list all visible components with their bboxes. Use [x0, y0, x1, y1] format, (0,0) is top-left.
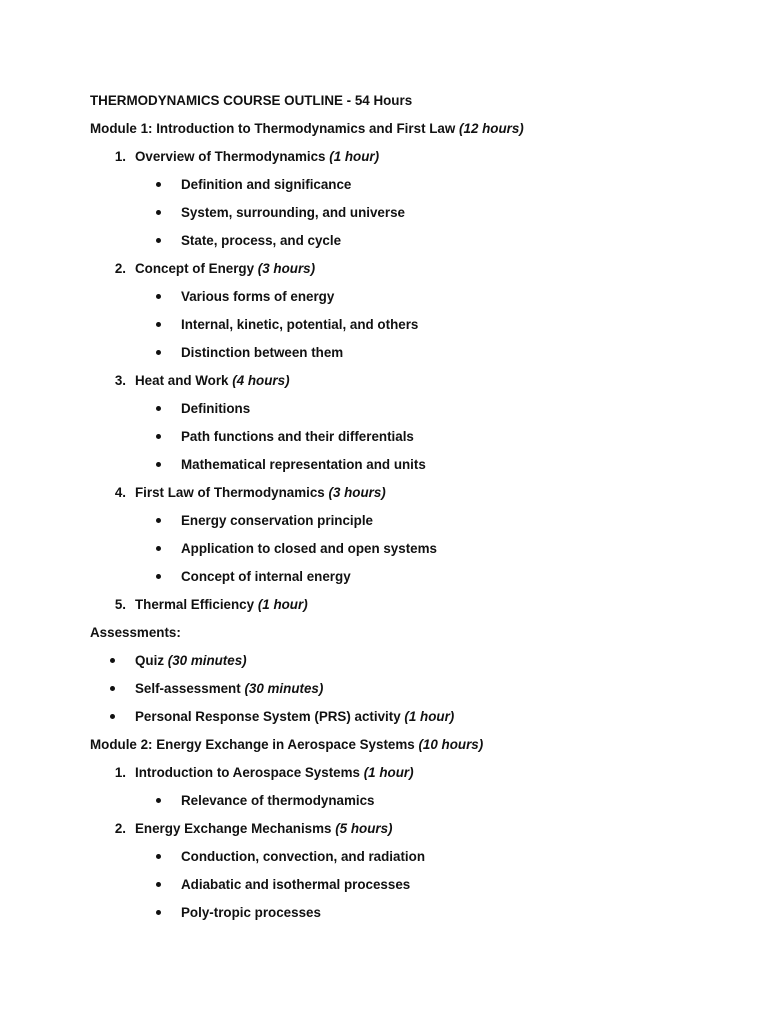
- bullet-icon: [156, 344, 168, 362]
- list-item-duration: (1 hour): [257, 597, 308, 612]
- document-title: [90, 92, 412, 110]
- list-number: 2.: [114, 261, 126, 276]
- bullet-item: Relevance of thermodynamics: [181, 793, 375, 808]
- bullet-icon: [156, 876, 168, 894]
- assessment-duration: (30 minutes): [167, 653, 247, 668]
- bullet-icon: [110, 708, 122, 726]
- bullet-icon: [156, 428, 168, 446]
- bullet-icon: [156, 232, 168, 250]
- bullet-icon: [156, 792, 168, 810]
- bullet-item: Poly-tropic processes: [181, 905, 321, 920]
- bullet-icon: [156, 540, 168, 558]
- list-item-label: Thermal Efficiency: [135, 597, 255, 612]
- list-item-duration: (5 hours): [335, 821, 393, 836]
- bullet-item: Various forms of energy: [181, 289, 335, 304]
- bullet-item: Concept of internal energy: [181, 569, 351, 584]
- assessment-item: [135, 652, 247, 670]
- assessment-item: [135, 680, 323, 698]
- bullet-icon: [156, 568, 168, 586]
- bullet-icon: [110, 680, 122, 698]
- list-item: [135, 764, 414, 782]
- bullet-item: Energy conservation principle: [181, 513, 373, 528]
- list-item-label: Introduction to Aerospace Systems: [135, 765, 360, 780]
- assessment-duration: (30 minutes): [244, 681, 324, 696]
- bullet-item: Mathematical representation and units: [181, 457, 426, 472]
- list-number: 1.: [114, 765, 126, 780]
- module1-heading-text: Module 1: Introduction to Thermodynamics and First Law: [90, 121, 456, 136]
- bullet-icon: [156, 316, 168, 334]
- module2-hours: (10 hours): [418, 737, 484, 752]
- bullet-item: System, surrounding, and universe: [181, 205, 405, 220]
- list-number: 4.: [114, 485, 126, 500]
- list-item-duration: (3 hours): [328, 485, 386, 500]
- list-item-label: Overview of Thermodynamics: [135, 149, 326, 164]
- bullet-item: Adiabatic and isothermal processes: [181, 877, 411, 892]
- bullet-item: Application to closed and open systems: [181, 541, 437, 556]
- bullet-item: State, process, and cycle: [181, 233, 342, 248]
- list-number: 2.: [114, 821, 126, 836]
- list-item: [135, 148, 379, 166]
- list-item: [135, 596, 308, 614]
- list-item-duration: (3 hours): [257, 261, 316, 276]
- assessment-duration: (1 hour): [404, 709, 455, 724]
- assessment-label: Self-assessment: [135, 681, 241, 696]
- bullet-icon: [156, 176, 168, 194]
- list-item-label: Concept of Energy: [135, 261, 255, 276]
- assessment-item: [135, 708, 454, 726]
- assessments-heading: Assessments:: [90, 625, 181, 640]
- bullet-icon: [156, 512, 168, 530]
- bullet-icon: [156, 400, 168, 418]
- list-item-duration: (1 hour): [329, 149, 380, 164]
- bullet-item: Internal, kinetic, potential, and others: [181, 317, 419, 332]
- module1-heading: [90, 120, 524, 138]
- list-number: 3.: [114, 373, 126, 388]
- list-number: 5.: [114, 597, 126, 612]
- list-number: 1.: [114, 149, 126, 164]
- bullet-icon: [156, 288, 168, 306]
- list-item-duration: (1 hour): [363, 765, 414, 780]
- list-item: [135, 484, 386, 502]
- assessment-label: Personal Response System (PRS) activity: [135, 709, 401, 724]
- list-item-duration: (4 hours): [232, 373, 290, 388]
- module2-heading: [90, 736, 483, 754]
- bullet-item: Distinction between them: [181, 345, 344, 360]
- bullet-icon: [110, 652, 122, 670]
- list-item-label: First Law of Thermodynamics: [135, 485, 325, 500]
- bullet-icon: [156, 456, 168, 474]
- bullet-icon: [156, 848, 168, 866]
- list-item: [135, 820, 393, 838]
- bullet-item: Definitions: [181, 401, 251, 416]
- list-item: [135, 260, 315, 278]
- module1-hours: (12 hours): [459, 121, 524, 136]
- list-item: [135, 372, 290, 390]
- bullet-icon: [156, 204, 168, 222]
- document-title-text: THERMODYNAMICS COURSE OUTLINE - 54 Hours: [90, 93, 413, 108]
- list-item-label: Heat and Work: [135, 373, 229, 388]
- bullet-item: Path functions and their differentials: [181, 429, 414, 444]
- module2-heading-text: Module 2: Energy Exchange in Aerospace Systems: [90, 737, 415, 752]
- bullet-icon: [156, 904, 168, 922]
- list-item-label: Energy Exchange Mechanisms: [135, 821, 332, 836]
- assessment-label: Quiz: [135, 653, 165, 668]
- bullet-item: Conduction, convection, and radiation: [181, 849, 426, 864]
- bullet-item: Definition and significance: [181, 177, 352, 192]
